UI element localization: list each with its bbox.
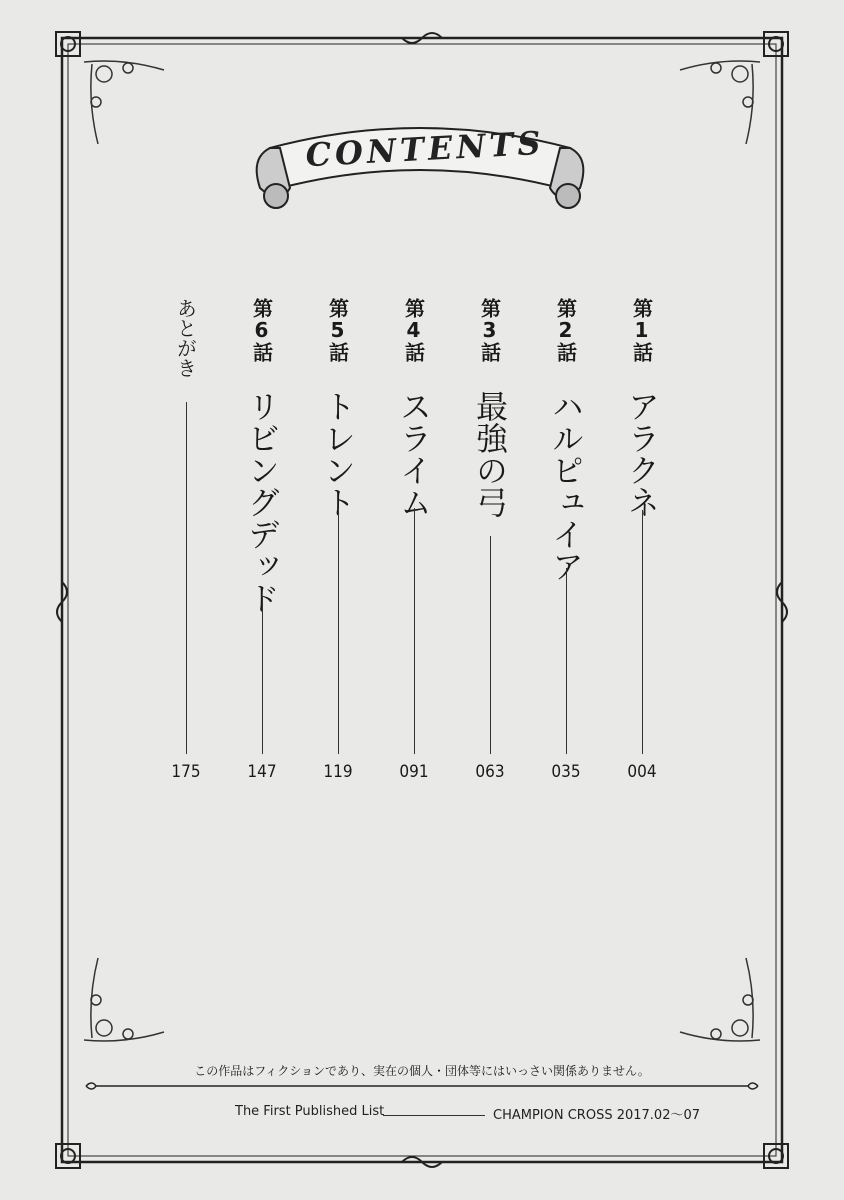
leader-line [566, 568, 567, 754]
page-number: 091 [399, 762, 429, 782]
page-number: 119 [323, 762, 353, 782]
first-published-label: The First Published List [235, 1104, 385, 1119]
chapter-title: 最強の弓 [471, 390, 509, 518]
chapter-entry-2[interactable] [534, 292, 598, 792]
chapter-number: 第3話 [477, 298, 502, 362]
leader-line [262, 596, 263, 754]
chapter-entry-1[interactable] [610, 292, 674, 792]
leader-line [414, 508, 415, 754]
chapter-title: ハルピュイア [547, 390, 585, 582]
page-number: 035 [551, 762, 581, 782]
chapter-entry-3[interactable] [458, 292, 522, 792]
chapter-entry-4[interactable] [382, 292, 446, 792]
leader-line [642, 510, 643, 754]
page-number: 147 [247, 762, 277, 782]
page-number: 175 [171, 762, 201, 782]
chapter-entry-6[interactable] [230, 292, 294, 792]
disclaimer-text: この作品はフィクションであり、実在の個人・団体等にはいっさい関係ありません。 [194, 1064, 650, 1078]
leader-line [338, 508, 339, 754]
afterword-entry[interactable] [154, 292, 218, 792]
chapter-entry-5[interactable] [306, 292, 370, 792]
chapter-title: トレント [319, 390, 357, 518]
chapter-title: アラクネ [623, 390, 661, 518]
chapter-number: 第1話 [629, 298, 654, 362]
afterword-title: あとがき [173, 298, 198, 378]
page-title: CONTENTS [304, 123, 546, 175]
chapter-number: 第4話 [401, 298, 426, 362]
leader-line [186, 402, 187, 754]
chapter-title: リビングデッド [243, 390, 281, 614]
page-number: 004 [627, 762, 657, 782]
leader-line [490, 536, 491, 754]
footer-divider [383, 1115, 485, 1116]
chapter-title: スライム [395, 390, 433, 518]
page-number: 063 [475, 762, 505, 782]
chapter-number: 第5話 [325, 298, 350, 362]
chapter-number: 第2話 [553, 298, 578, 362]
publication-info: CHAMPION CROSS 2017.02〜07 [493, 1108, 701, 1123]
chapter-number: 第6話 [249, 298, 274, 362]
